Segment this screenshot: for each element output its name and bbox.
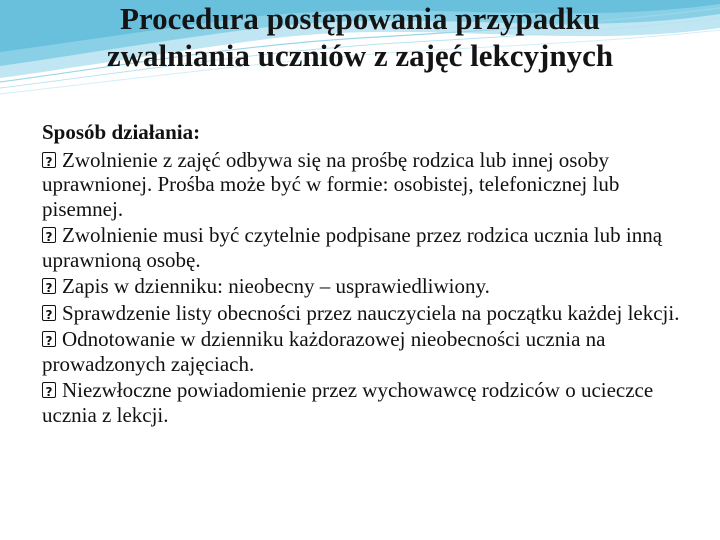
replacement-box-icon [42, 278, 56, 294]
bullet-item [42, 301, 682, 326]
title-line-1: Procedura postępowania przypadku [120, 1, 600, 36]
bullet-item [42, 274, 682, 299]
bullet-text: Zwolnienie musi być czytelnie podpisane przez rodzica ucznia lub inną uprawnioną osobę. [42, 223, 663, 272]
replacement-box-icon [42, 305, 56, 321]
bullet-item [42, 327, 682, 376]
bullet-text: Sprawdzenie listy obecności przez nauczyciela na początku każdej lekcji. [62, 300, 680, 325]
replacement-box-icon [42, 227, 56, 243]
slide-title [0, 0, 720, 74]
bullet-item [42, 223, 682, 272]
bullet-text: Zwolnienie z zajęć odbywa się na prośbę rodzica lub innej osoby uprawnionej. Prośba może być w formie: osobistej, telefonicznej lub pisemnej. [42, 147, 620, 221]
slide-body [42, 120, 682, 429]
bullet-item [42, 378, 682, 427]
section-subheading: Sposób działania: [42, 120, 201, 144]
replacement-box-icon [42, 152, 56, 168]
title-line-2: zwalniania uczniów z zajęć lekcyjnych [106, 38, 614, 73]
bullet-item [42, 148, 682, 222]
replacement-box-icon [42, 331, 56, 347]
bullet-text: Zapis w dzienniku: nieobecny – usprawiedliwiony. [62, 274, 490, 298]
replacement-box-icon [42, 382, 56, 398]
bullet-text: Niezwłoczne powiadomienie przez wychowawcę rodziców o ucieczce ucznia z lekcji. [42, 378, 654, 427]
bullet-text: Odnotowanie w dzienniku każdorazowej nieobecności ucznia na prowadzonych zajęciach. [42, 327, 606, 376]
